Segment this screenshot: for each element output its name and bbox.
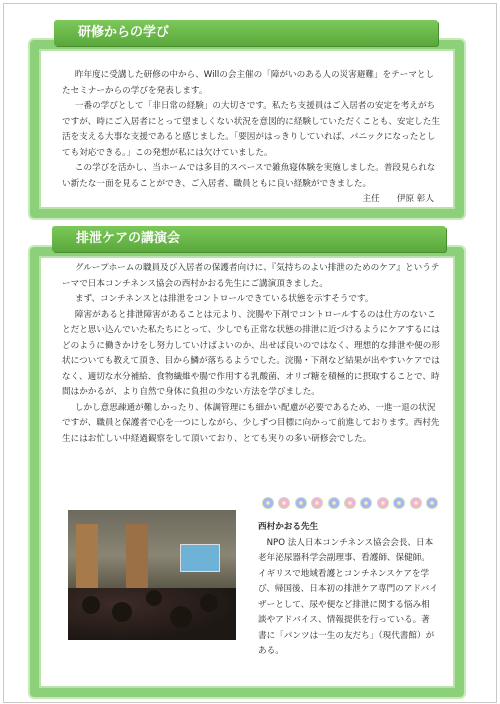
section1-paragraph: 一番の学びとして「非日常の経験」の大切さです。私たち支援員はご入居者の安定を考えがちですが、時にご入居者にとって望ましくない状況を意図的に経験していただくことも、安定した生活を支える大事な支援であると感じました。「要因がはっきりしていれば、パニックになったとしても対応できる。」この発想が私には欠けていました。 xyxy=(62,101,440,158)
projector-screen xyxy=(180,544,220,572)
flower-decoration xyxy=(262,496,438,510)
audience-member xyxy=(170,606,192,628)
section2-paragraph: まず、コンチネンスとは排泄をコントロールできている状態を示すそうです。 xyxy=(74,294,374,304)
audience-member xyxy=(82,596,100,614)
audience-member xyxy=(200,594,218,612)
section2-title: 排泄ケアの講演会 xyxy=(52,226,446,252)
speaker-profile xyxy=(258,520,438,660)
section2-body xyxy=(62,261,442,447)
section1-paragraph: 昨年度に受講した研修の中から、Willの会主催の「障がいのある人の災害避難」をテーマとしたセミナーからの学びを発表します。 xyxy=(62,70,435,96)
section2-paragraph: グループホームの職員及び入居者の保護者向けに、『気持ちのよい排泄のためのケア』というテーマで日本コンチネンス協会の西村かおる先生にご講演頂きました。 xyxy=(62,263,440,289)
section1-signature: 主任 伊原 彰人 xyxy=(362,194,434,204)
section1-body xyxy=(62,68,442,208)
audience-member xyxy=(146,590,162,606)
curtain xyxy=(126,524,148,594)
section1-title: 研修からの学び xyxy=(54,20,438,46)
section1-paragraph: この学びを活かし、当ホームでは多目的スペースで雑魚寝体験を実施しました。普段見られない新たな一面を見ることができ、ご入居者、職員ともに良い経験ができました。 xyxy=(62,163,436,189)
section2-paragraph: しかし意思疎通が難しかったり、体調管理にも細かい配慮が必要であるため、一進一退の状況ですが、職員と保護者で心を一つにしながら、少しずつ目標に向かって前進しております。西村先生にはお忙しい中経過観察をして頂いており、とても実りの多い研修会でした。 xyxy=(62,402,440,444)
curtain xyxy=(76,524,98,594)
audience-member xyxy=(112,602,132,622)
speaker-name: 西村かおる先生 xyxy=(258,522,319,532)
speaker-bio: NPO 法人日本コンチネンス協会会長、日本老年泌尿器科学会副理事、看護師、保健師。イギリスで地域看護とコンチネンスケアを学び、帰国後、日本初の排泄ケア専門のアドバイザーとして、尿や便など排泄に関する悩み相談やアドバイス、情報提供を行っている。著書に「パンツは一生の友だち」（現代書館）がある。 xyxy=(258,537,438,656)
lecture-photo xyxy=(68,510,236,640)
section2-paragraph: 障害があると排泄障害があることは元より、浣腸や下剤でコントロールするのは仕方のないことだと思い込んでいた私たちにとって、少しでも正常な状態の排泄に近づけるようにケアするにはどのように働きかけをし努力していけばよいのか、出せば良いのではなく、理想的な排泄や便の形状についても教えて頂き、目から鱗が落ちるようでした。浣腸・下剤など結果が出やすいケアではなく、適切な水分補給、食物繊維や腸で作用する乳酸菌、オリゴ糖を積極的に摂取することで、時間はかかるが、より自然で身体に負担の少ない方法を学びました。 xyxy=(62,309,440,397)
